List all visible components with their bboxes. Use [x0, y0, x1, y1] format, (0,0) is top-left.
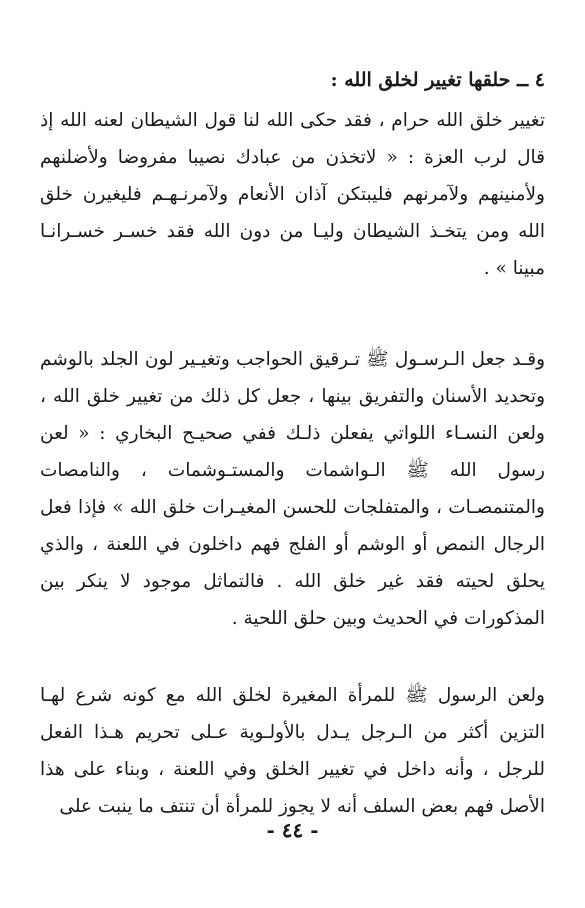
page-number: - ٤٤ - — [266, 818, 319, 842]
paragraph-1: تغيير خلق الله حرام ، فقد حكى الله لنا قول الشيطان لعنه الله إذ قال لرب العزة : « لاتخذن من عبادك نصيبا مفروضا ولأضلنهم ولأمنينهم ولآمرنهم فليبتكن آذان الأنعام ولآمرنـهـم فليغيرن خلق الله ومن يتخـذ الشيطان وليـا من دون الله فقد خسـر خسـرانـا مبينا » . — [40, 110, 545, 279]
paragraph-2: وقـد جعل الـرسـول ﷺ تـرقيق الحواجب وتغيـير لون الجلد بالوشم وتحديد الأسنان والتفريق بينها ، جعل كل ذلك من تغيير خلق الله ، ولعن النسـاء اللواتي يفعلن ذلـك ففي صحيـح البخاري : « لعن رسول الله ﷺ الـواشمات والمستـوشمات ، والنامصات والمتنمصـات ، والمتفلجات للحسن المغيـرات خلق الله » فإذا فعل الرجال النمص أو الوشم أو الفلج فهم داخلون في اللعنة ، والذي يحلق لحيته فقد غير خلق الله . فالتماثل موجود لا ينكر بين المذكورات في الحديث وبين حلق اللحية . — [40, 349, 545, 629]
paragraph-gap — [40, 287, 545, 341]
paragraph-3: ولعن الرسول ﷺ للمرأة المغيرة لخلق الله مع كونه شرع لهـا التزين أكثر من الـرجل يـدل بالأولـوية عـلى تحريم هـذا الفعل للرجل ، وأنه داخل في تغيير الخلق وفي اللعنة ، وبناء على هذا الأصل فهم بعض السلف أنه لا يجوز للمرأة أن تنتف ما ينبت على — [40, 685, 545, 817]
paragraph-gap — [40, 637, 545, 677]
section-heading: ٤ ــ حلقها تغيير لخلق الله : — [330, 69, 545, 91]
document-page — [40, 60, 545, 825]
